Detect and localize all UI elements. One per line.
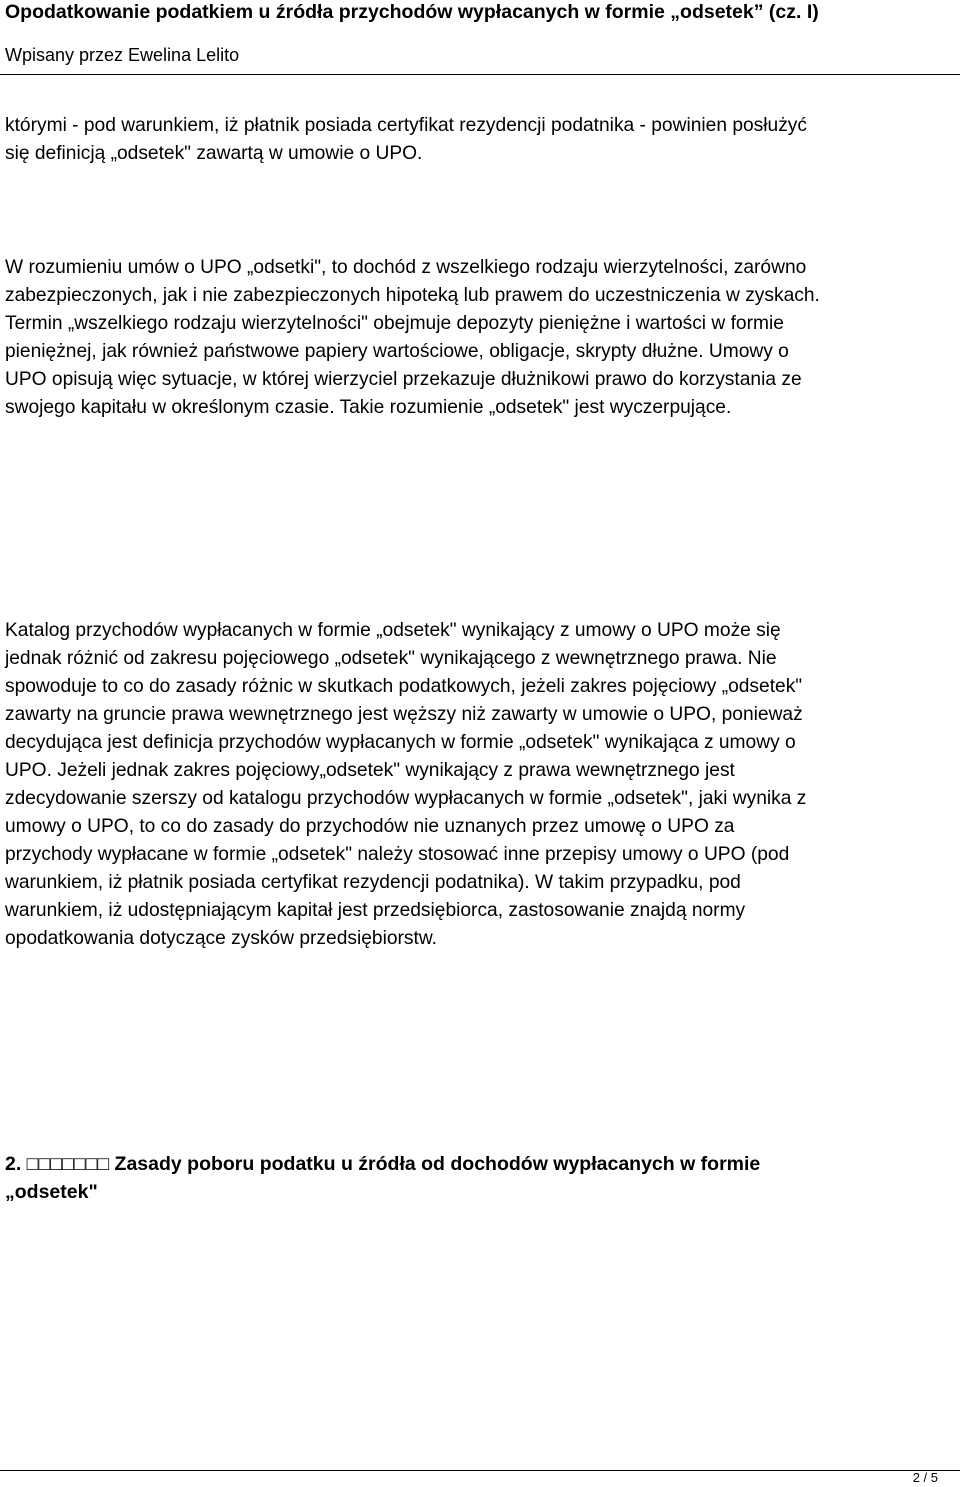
- paragraph-line: UPO. Jeżeli jednak zakres pojęciowy„odsetek" wynikający z prawa wewnętrznego jest: [5, 760, 735, 781]
- section-heading-line: 2. □□□□□□□ Zasady poboru podatku u źródła od dochodów wypłacanych w formie: [5, 1153, 761, 1175]
- paragraph-line: umowy o UPO, to co do zasady do przychodów nie uznanych przez umowę o UPO za: [5, 816, 735, 837]
- paragraph-line: zdecydowanie szerszy od katalogu przychodów wypłacanych w formie „odsetek", jaki wynika z: [5, 788, 807, 809]
- paragraph-line: się definicją „odsetek" zawartą w umowie o UPO.: [5, 143, 423, 164]
- paragraph-line: UPO opisują więc sytuacje, w której wierzyciel przekazuje dłużnikowi prawo do korzystania ze: [5, 369, 802, 390]
- paragraph-line: zabezpieczonych, jak i nie zabezpieczonych hipoteką lub prawem do uczestniczenia w zyskach.: [5, 285, 820, 306]
- paragraph-line: jednak różnić od zakresu pojęciowego „odsetek" wynikającego z wewnętrznego prawa. Nie: [5, 648, 777, 669]
- paragraph-income-catalog: [5, 617, 955, 953]
- header-divider: [0, 74, 960, 75]
- section-heading: [5, 1150, 955, 1206]
- page-number: 2 / 5: [912, 1470, 938, 1485]
- paragraph-line: swojego kapitału w określonym czasie. Takie rozumienie „odsetek" jest wyczerpujące.: [5, 397, 732, 418]
- paragraph-line: zawarty na gruncie prawa wewnętrznego jest węższy niż zawarty w umowie o UPO, ponieważ: [5, 704, 803, 725]
- paragraph-line: warunkiem, iż płatnik posiada certyfikat rezydencji podatnika). W takim przypadku, pod: [5, 872, 741, 893]
- paragraph-line: Termin „wszelkiego rodzaju wierzytelności" obejmuje depozyty pieniężne i wartości w formie: [5, 313, 784, 334]
- paragraph-line: którymi - pod warunkiem, iż płatnik posiada certyfikat rezydencji podatnika - powinien posłużyć: [5, 115, 807, 136]
- paragraph-line: opodatkowania dotyczące zysków przedsiębiorstw.: [5, 928, 437, 949]
- document-title: Opodatkowanie podatkiem u źródła przychodów wypłacanych w formie „odsetek” (cz. I): [5, 1, 819, 23]
- paragraph-line: przychody wypłacane w formie „odsetek" należy stosować inne przepisy umowy o UPO (pod: [5, 844, 790, 865]
- document-author: Wpisany przez Ewelina Lelito: [5, 45, 240, 65]
- paragraph-line: decydująca jest definicja przychodów wypłacanych w formie „odsetek" wynikająca z umowy o: [5, 732, 796, 753]
- paragraph-upo-definition: [5, 112, 955, 168]
- footer-divider: [0, 1470, 960, 1471]
- paragraph-line: spowoduje to co do zasady różnic w skutkach podatkowych, jeżeli zakres pojęciowy „odsetek": [5, 676, 803, 697]
- paragraph-line: Katalog przychodów wypłacanych w formie „odsetek" wynikający z umowy o UPO może się: [5, 620, 781, 641]
- section-heading-line: „odsetek": [5, 1181, 98, 1203]
- paragraph-line: warunkiem, iż udostępniającym kapitał jest przedsiębiorca, zastosowanie znajdą normy: [5, 900, 746, 921]
- paragraph-line: W rozumieniu umów o UPO „odsetki", to dochód z wszelkiego rodzaju wierzytelności, zarówno: [5, 257, 807, 278]
- paragraph-line: pieniężnej, jak również państwowe papiery wartościowe, obligacje, skrypty dłużne. Umowy o: [5, 341, 789, 362]
- paragraph-interest-meaning: [5, 254, 955, 422]
